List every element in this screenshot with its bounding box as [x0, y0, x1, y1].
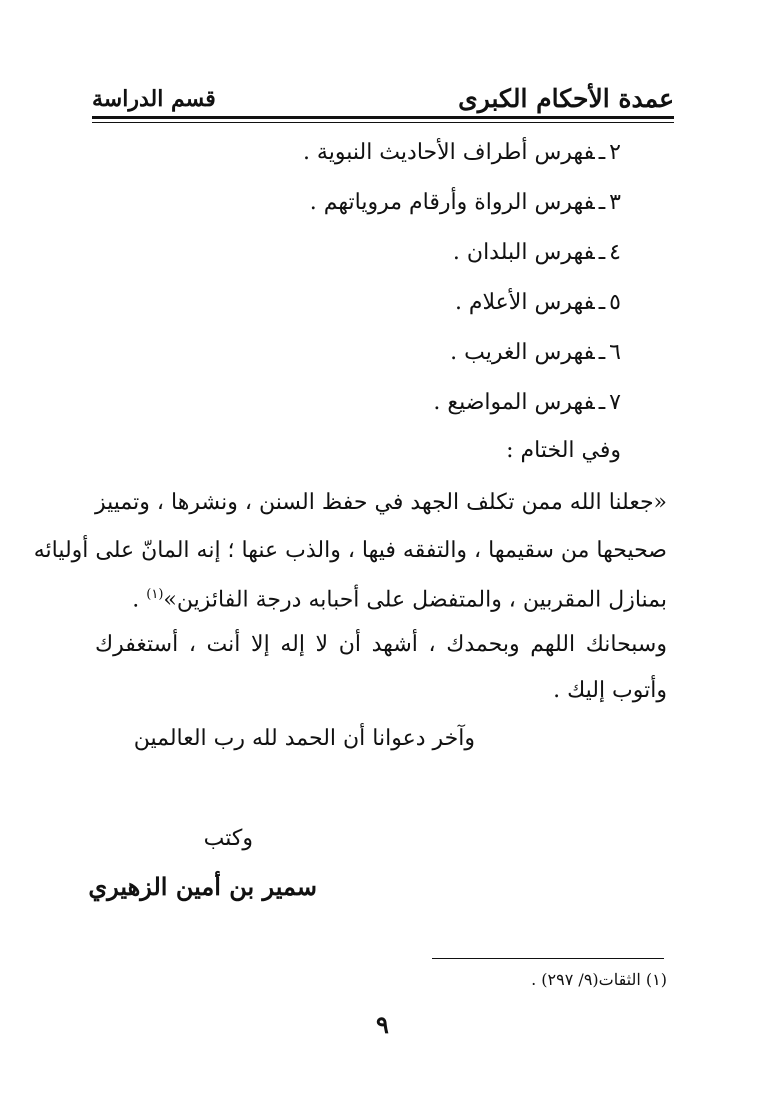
quote-line-2: صحيحها من سقيمها ، والتفقه فيها ، والذب عنها ؛ إنه المانّ على أوليائه — [33, 538, 667, 563]
index-text: فهرس البلدان . — [452, 240, 595, 265]
index-number: ٧ — [609, 390, 621, 415]
book-title: عمدة الأحكام الكبرى — [458, 84, 674, 113]
footnote-marker: (١) — [146, 587, 164, 602]
index-number: ٦ — [609, 340, 621, 365]
author-signature: سمير بن أمين الزهيري — [88, 872, 317, 901]
header-rule-thin — [92, 122, 674, 123]
section-title: قسم الدراسة — [92, 86, 216, 112]
quote-line-1: «جعلنا الله ممن تكلف الجهد في حفظ السنن ، ونشرها ، وتمييز — [95, 490, 667, 515]
index-text: فهرس الرواة وأرقام مروياتهم . — [309, 190, 595, 215]
prayer-line-1: وسبحانك اللهم وبحمدك ، أشهد أن لا إله إلا أنت ، أستغفرك — [95, 632, 667, 657]
quote-line-3 — [95, 580, 667, 615]
index-number: ٣ — [609, 190, 621, 215]
signoff: وكتب — [203, 826, 253, 851]
index-number: ٤ — [609, 240, 621, 265]
page-number: ٩ — [376, 1010, 389, 1039]
quote-end: . — [132, 587, 147, 613]
index-item-2: ٢ـفهرس أطراف الأحاديث النبوية . — [302, 140, 621, 165]
index-text: فهرس المواضيع . — [433, 390, 595, 415]
index-item-3: ٣ـفهرس الرواة وأرقام مروياتهم . — [309, 190, 621, 215]
index-text: فهرس أطراف الأحاديث النبوية . — [302, 140, 595, 165]
footnote: (١) الثقات(٩/ ٢٩٧) . — [531, 970, 667, 989]
page-header — [92, 82, 674, 116]
index-item-6: ٦ـفهرس الغريب . — [450, 340, 621, 365]
index-item-7: ٧ـفهرس المواضيع . — [433, 390, 621, 415]
index-number: ٥ — [609, 290, 621, 315]
final-line: وآخر دعوانا أن الحمد لله رب العالمين — [133, 726, 475, 751]
quote-line-3-text: بمنازل المقربين ، والمتفضل على أحبابه درجة الفائزين» — [163, 587, 667, 613]
header-rule-thick — [92, 116, 674, 119]
index-text: فهرس الأعلام . — [454, 290, 595, 315]
index-item-4: ٤ـفهرس البلدان . — [452, 240, 621, 265]
prayer-line-2: وأتوب إليك . — [553, 678, 667, 703]
footnote-rule — [432, 958, 664, 959]
index-text: فهرس الغريب . — [450, 340, 595, 365]
index-item-5: ٥ـفهرس الأعلام . — [454, 290, 621, 315]
closing-heading: وفي الختام : — [506, 438, 621, 463]
index-number: ٢ — [609, 140, 621, 165]
